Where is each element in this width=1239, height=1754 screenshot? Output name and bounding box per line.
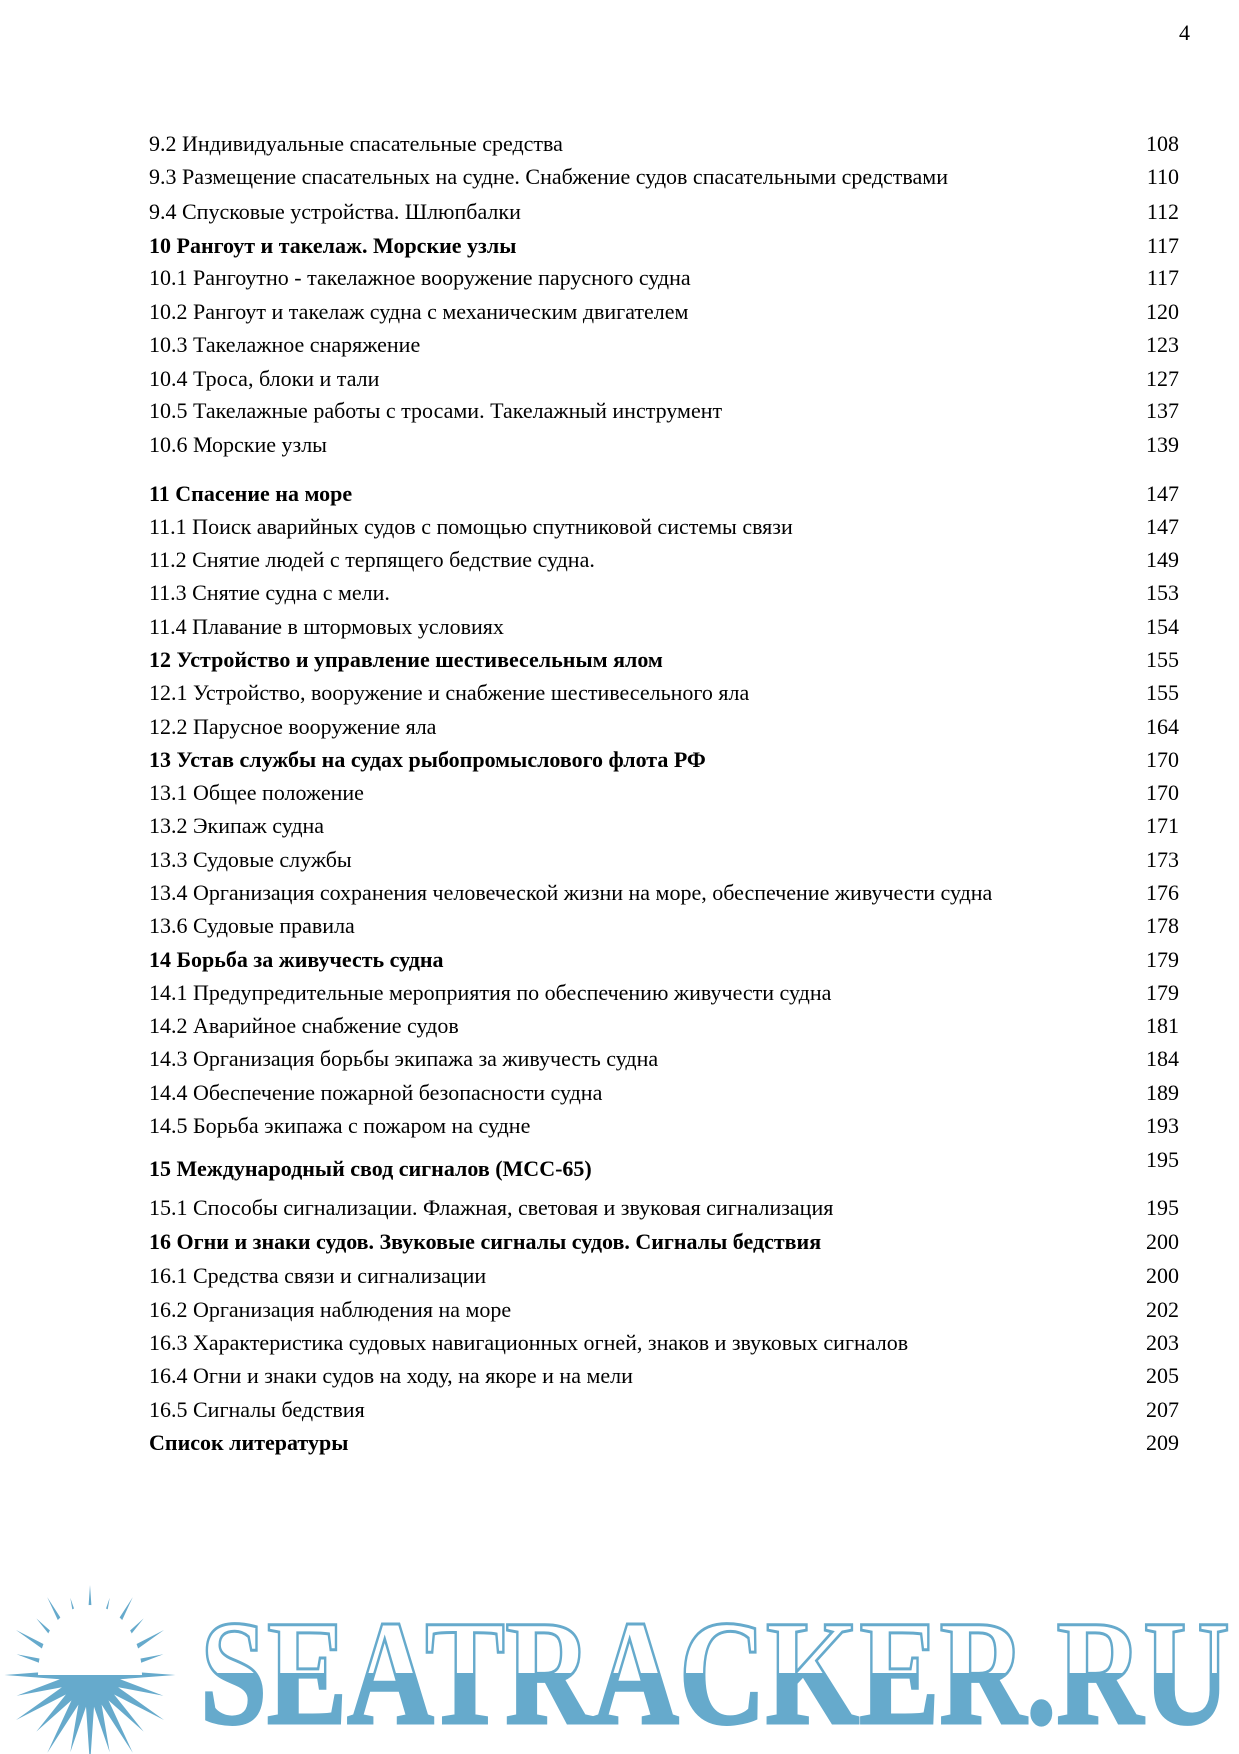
toc-entry-page: 170 bbox=[1146, 780, 1179, 805]
toc-entry-title: 14.5 Борьба экипажа с пожаром на судне bbox=[149, 1113, 531, 1138]
toc-entry-page: 123 bbox=[1146, 332, 1179, 357]
toc-entry-page: 155 bbox=[1146, 647, 1179, 672]
toc-entry bbox=[149, 263, 1179, 293]
toc-entry bbox=[149, 1147, 1179, 1184]
toc-entry bbox=[149, 778, 1179, 808]
toc-entry bbox=[149, 129, 1179, 159]
toc-entry-page: 117 bbox=[1146, 233, 1179, 258]
toc-entry-page: 184 bbox=[1146, 1046, 1179, 1071]
toc-entry-page: 205 bbox=[1146, 1363, 1179, 1388]
toc-entry-page: 189 bbox=[1146, 1080, 1179, 1105]
toc-entry bbox=[149, 845, 1179, 875]
toc-entry-page: 155 bbox=[1146, 680, 1179, 705]
toc-entry-page: 195 bbox=[1146, 1147, 1179, 1172]
toc-entry-title: 9.4 Спусковые устройства. Шлюпбалки bbox=[149, 199, 521, 224]
toc-entry bbox=[149, 1428, 1179, 1458]
toc-entry-page: 193 bbox=[1146, 1113, 1179, 1138]
toc-entry-page: 200 bbox=[1146, 1263, 1179, 1288]
page-number: 4 bbox=[1179, 20, 1190, 45]
toc-entry-title: 14 Борьба за живучесть судна bbox=[149, 947, 444, 972]
toc-entry bbox=[149, 712, 1179, 742]
toc-entry-title: 10.2 Рангоут и такелаж судна с механическим двигателем bbox=[149, 299, 689, 324]
toc-entry-page: 110 bbox=[1146, 164, 1179, 189]
toc-entry-title: 14.2 Аварийное снабжение судов bbox=[149, 1013, 459, 1038]
toc-entry-page: 203 bbox=[1146, 1330, 1179, 1355]
toc-entry bbox=[149, 1011, 1179, 1041]
toc-entry-page: 117 bbox=[1146, 265, 1179, 290]
toc-entry-title: 15 Международный свод сигналов (МСС-65) bbox=[149, 1156, 592, 1181]
toc-entry-title: 11.1 Поиск аварийных судов с помощью спутниковой системы связи bbox=[149, 514, 793, 539]
toc-entry-title: 14.3 Организация борьбы экипажа за живучесть судна bbox=[149, 1046, 659, 1071]
toc-entry bbox=[149, 811, 1179, 841]
toc-entry-title: 16.1 Средства связи и сигнализации bbox=[149, 1263, 487, 1288]
toc-entry bbox=[149, 1295, 1179, 1325]
toc-entry-title: 10.4 Троса, блоки и тали bbox=[149, 366, 380, 391]
toc-entry bbox=[149, 197, 1179, 227]
toc-entry-page: 181 bbox=[1146, 1013, 1179, 1038]
toc-entry-page: 139 bbox=[1146, 432, 1179, 457]
toc-entry bbox=[149, 396, 1179, 426]
toc-entry-title: 10.3 Такелажное снаряжение bbox=[149, 332, 421, 357]
toc-entry-page: 137 bbox=[1146, 398, 1179, 423]
toc-entry bbox=[149, 430, 1179, 460]
toc-entry-title: 13.2 Экипаж судна bbox=[149, 813, 325, 838]
toc-entry bbox=[149, 612, 1179, 642]
toc-entry-title: 10 Рангоут и такелаж. Морские узлы bbox=[149, 233, 517, 258]
toc-entry-title: 16.4 Огни и знаки судов на ходу, на якоре и на мели bbox=[149, 1363, 633, 1388]
toc-entry-title: 15.1 Способы сигнализации. Флажная, световая и звуковая сигнализация bbox=[149, 1195, 834, 1220]
toc-entry bbox=[149, 945, 1179, 975]
toc-entry bbox=[149, 330, 1179, 360]
toc-entry-title: 13.3 Судовые службы bbox=[149, 847, 352, 872]
toc-entry bbox=[149, 479, 1179, 509]
toc-entry-title: 11.4 Плавание в штормовых условиях bbox=[149, 614, 504, 639]
toc-entry-page: 195 bbox=[1146, 1195, 1179, 1220]
toc-entry bbox=[149, 1261, 1179, 1291]
toc-entry bbox=[149, 1044, 1179, 1074]
toc-entry-page: 108 bbox=[1146, 131, 1179, 156]
toc-entry-page: 147 bbox=[1146, 514, 1179, 539]
toc-entry bbox=[149, 1193, 1179, 1223]
toc-entry-title: 10.5 Такелажные работы с тросами. Такелажный инструмент bbox=[149, 398, 723, 423]
toc-entry-page: 173 bbox=[1146, 847, 1179, 872]
toc-entry bbox=[149, 645, 1179, 675]
toc-entry bbox=[149, 297, 1179, 327]
toc-entry-page: 153 bbox=[1146, 580, 1179, 605]
toc-entry-title: 11.3 Снятие судна с мели. bbox=[149, 580, 390, 605]
toc-entry-title: 13.1 Общее положение bbox=[149, 780, 364, 805]
toc-entry-title: 14.4 Обеспечение пожарной безопасности судна bbox=[149, 1080, 603, 1105]
toc-entry-title: 16.2 Организация наблюдения на море bbox=[149, 1297, 512, 1322]
toc-entry-page: 112 bbox=[1146, 199, 1179, 224]
toc-entry bbox=[149, 231, 1179, 261]
toc-entry bbox=[149, 878, 1179, 908]
toc-entry bbox=[149, 364, 1179, 394]
toc-entry bbox=[149, 745, 1179, 775]
toc-entry-page: 209 bbox=[1146, 1430, 1179, 1455]
toc-entry-page: 149 bbox=[1146, 547, 1179, 572]
sun-icon bbox=[5, 1585, 176, 1754]
toc-entry bbox=[149, 1111, 1179, 1141]
seatracker-watermark-logo bbox=[0, 1575, 1239, 1754]
toc-entry-title: 9.2 Индивидуальные спасательные средства bbox=[149, 131, 563, 156]
toc-entry bbox=[149, 162, 1179, 192]
toc-entry-page: 164 bbox=[1146, 714, 1179, 739]
toc-entry bbox=[149, 1361, 1179, 1391]
watermark-text: SEATRACKER.RU bbox=[200, 1590, 1230, 1754]
toc-entry-title: 10.6 Морские узлы bbox=[149, 432, 327, 457]
toc-entry-page: 178 bbox=[1146, 913, 1179, 938]
toc-entry-title: 13.6 Судовые правила bbox=[149, 913, 355, 938]
toc-entry-page: 179 bbox=[1146, 980, 1179, 1005]
toc-entry bbox=[149, 678, 1179, 708]
toc-entry-title: 14.1 Предупредительные мероприятия по обеспечению живучести судна bbox=[149, 980, 832, 1005]
toc-entry bbox=[149, 1227, 1179, 1257]
toc-entry-page: 154 bbox=[1146, 614, 1179, 639]
toc-entry-page: 179 bbox=[1146, 947, 1179, 972]
toc-entry bbox=[149, 545, 1179, 575]
toc-entry-title: Список литературы bbox=[149, 1430, 349, 1455]
toc-entry-page: 207 bbox=[1146, 1397, 1179, 1422]
toc-entry bbox=[149, 911, 1179, 941]
toc-entry-title: 11.2 Снятие людей с терпящего бедствие судна. bbox=[149, 547, 595, 572]
toc-entry-title: 11 Спасение на море bbox=[149, 481, 353, 506]
toc-entry-page: 120 bbox=[1146, 299, 1179, 324]
toc-entry-title: 16 Огни и знаки судов. Звуковые сигналы судов. Сигналы бедствия bbox=[149, 1229, 822, 1254]
toc-entry-title: 10.1 Рангоутно - такелажное вооружение парусного судна bbox=[149, 265, 691, 290]
toc-entry bbox=[149, 1395, 1179, 1425]
toc-entry bbox=[149, 578, 1179, 608]
toc-entry-page: 176 bbox=[1146, 880, 1179, 905]
toc-entry-page: 202 bbox=[1146, 1297, 1179, 1322]
toc-entry-page: 127 bbox=[1146, 366, 1179, 391]
toc-entry-title: 12.1 Устройство, вооружение и снабжение шестивесельного яла bbox=[149, 680, 750, 705]
toc-entry bbox=[149, 1078, 1179, 1108]
toc-entry bbox=[149, 512, 1179, 542]
toc-entry-title: 16.3 Характеристика судовых навигационных огней, знаков и звуковых сигналов bbox=[149, 1330, 909, 1355]
toc-entry-page: 170 bbox=[1146, 747, 1179, 772]
toc-entry-title: 9.3 Размещение спасательных на судне. Снабжение судов спасательными средствами bbox=[149, 164, 948, 189]
toc-entry-title: 13.4 Организация сохранения человеческой жизни на море, обеспечение живучести судна bbox=[149, 880, 993, 905]
toc-entry-page: 147 bbox=[1146, 481, 1179, 506]
toc-entry-page: 200 bbox=[1146, 1229, 1179, 1254]
toc-entry-title: 12 Устройство и управление шестивесельным ялом bbox=[149, 647, 663, 672]
toc-entry-title: 16.5 Сигналы бедствия bbox=[149, 1397, 365, 1422]
toc-entry-page: 171 bbox=[1146, 813, 1179, 838]
toc-entry-title: 12.2 Парусное вооружение яла bbox=[149, 714, 437, 739]
toc-entry bbox=[149, 978, 1179, 1008]
toc-entry-title: 13 Устав службы на судах рыбопромыслового флота РФ bbox=[149, 747, 706, 772]
toc-entry bbox=[149, 1328, 1179, 1358]
